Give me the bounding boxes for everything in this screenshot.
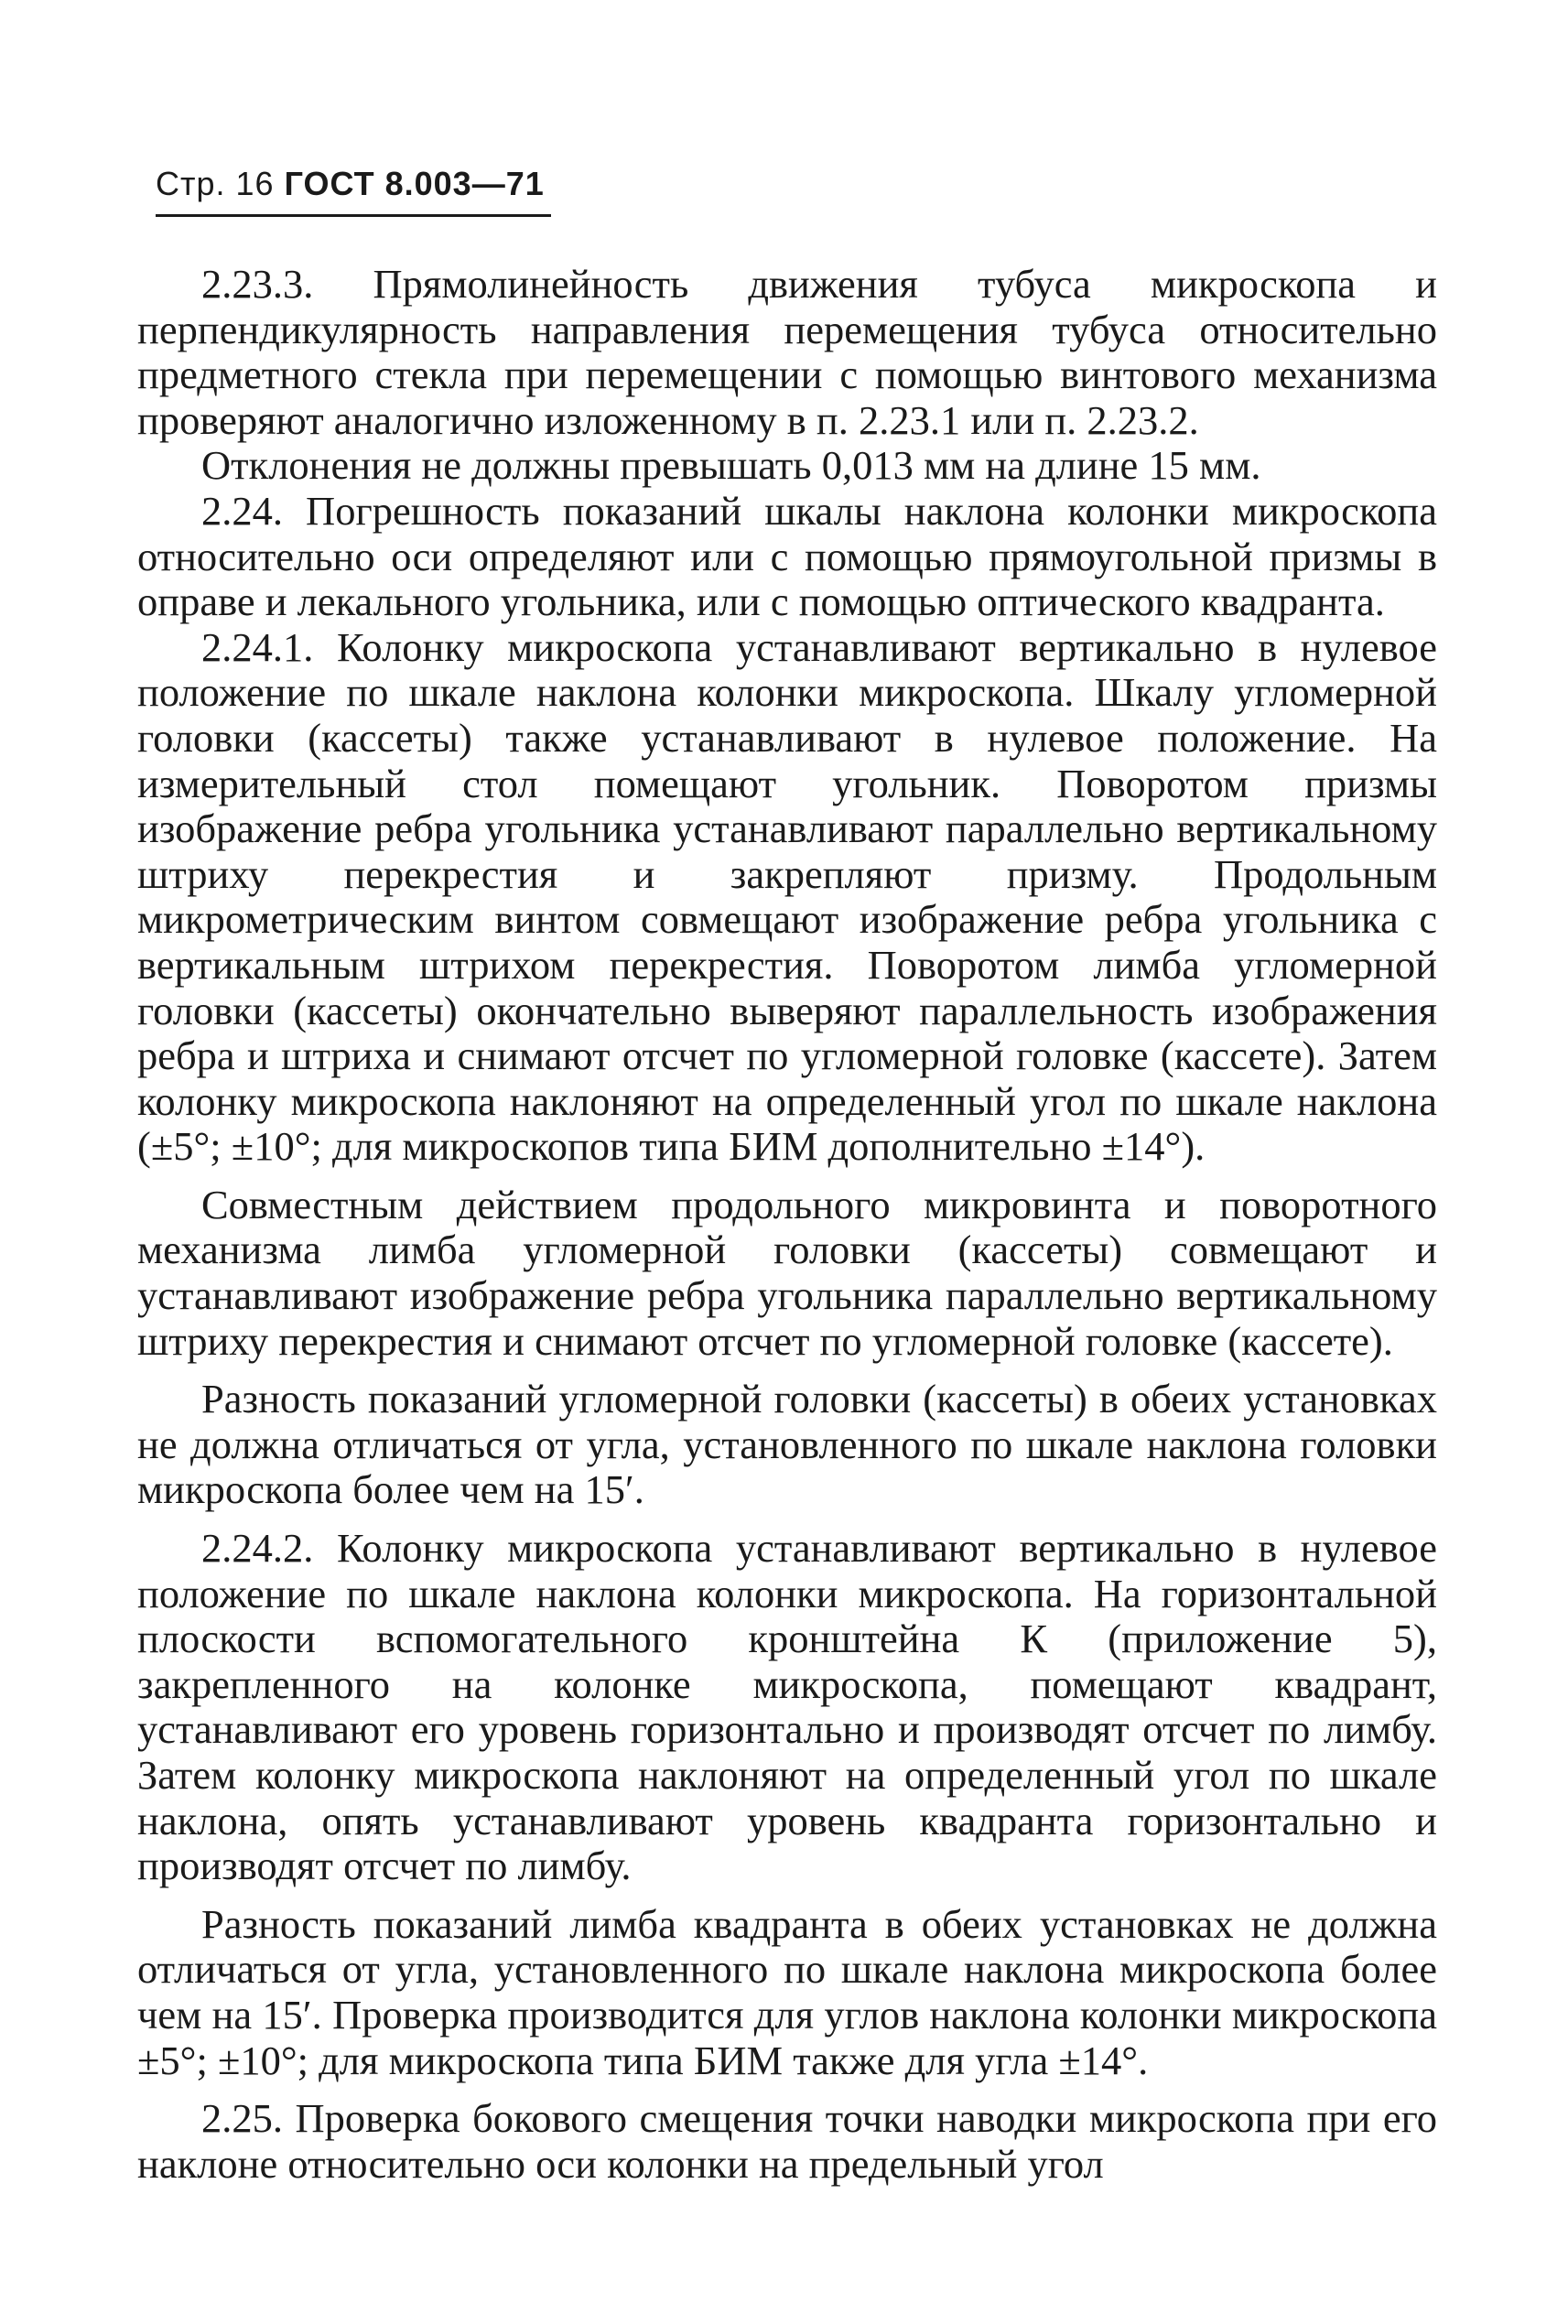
paragraph-combined-action: Совместным действием продольного микровинта и поворотного механизма лимба угломерной головки (кассеты) совмещают и устанавливают изображение ребра угольника параллельно вертикальному штриху перекрестия и снимают отсчет по угломерной головке (кассете).: [137, 1181, 1437, 1364]
standard-designation: ГОСТ 8.003—71: [284, 165, 545, 202]
paragraph-2-24-2: 2.24.2. Колонку микроскопа устанавливают вертикально в нулевое положение по шкале наклона колонки микроскопа. На горизонтальной плоскости вспомогательного кронштейна К (приложение 5), закрепленного на колонке микроскопа, помещают квадрант, устанавливают его уровень горизонтально и производят отсчет по лимбу. Затем колонку микроскопа наклоняют на определенный угол по шкале наклона, опять устанавливают уровень квадранта горизонтально и производят отсчет по лимбу.: [137, 1525, 1437, 1889]
document-body: [137, 262, 1437, 2187]
paragraph-2-23-3: 2.23.3. Прямолинейность движения тубуса микроскопа и перпендикулярность направления перемещения тубуса относительно предметного стекла при перемещении с помощью винтового механизма проверяют аналогично изложенному в п. 2.23.1 или п. 2.23.2.: [137, 261, 1437, 443]
paragraph-deviation: Отклонения не должны превышать 0,013 мм на длине 15 мм.: [201, 442, 1261, 489]
paragraph-difference-1: Разность показаний угломерной головки (кассеты) в обеих установках не должна отличаться от угла, установленного по шкале наклона головки микроскопа более чем на 15′.: [137, 1376, 1437, 1513]
paragraph-2-24: 2.24. Погрешность показаний шкалы наклона колонки микроскопа относительно оси определяют или с помощью прямоугольной призмы в оправе и лекального угольника, или с помощью оптического квадранта.: [137, 487, 1437, 625]
page-number: Стр. 16: [156, 165, 275, 202]
page-header: [156, 165, 545, 203]
header-rule: [156, 214, 551, 217]
paragraph-2-24-1: 2.24.1. Колонку микроскопа устанавливают вертикально в нулевое положение по шкале наклона колонки микроскопа. Шкалу угломерной головки (кассеты) также устанавливают в нулевое положение. На измерительный стол помещают угольник. Поворотом призмы изображение ребра угольника устанавливают параллельно вертикальному штриху перекрестия и закрепляют призму. Продольным микрометрическим винтом совмещают изображение ребра угольника с вертикальным штрихом перекрестия. Поворотом лимба угломерной головки (кассеты) окончательно выверяют параллельность изображения ребра и штриха и снимают отсчет по угломерной головке (кассете). Затем колонку микроскопа наклоняют на определенный угол по шкале наклона (±5°; ±10°; для микроскопов типа БИМ дополнительно ±14°).: [137, 623, 1437, 1170]
paragraph-2-25: 2.25. Проверка бокового смещения точки наводки микроскопа при его наклоне относительно оси колонки на предельный угол: [137, 2095, 1437, 2187]
paragraph-difference-2: Разность показаний лимба квадранта в обеих установках не должна отличаться от угла, установленного по шкале наклона микроскопа более чем на 15′. Проверка производится для углов наклона колонки микроскопа ±5°; ±10°; для микроскопа типа БИМ также для угла ±14°.: [137, 1900, 1437, 2083]
